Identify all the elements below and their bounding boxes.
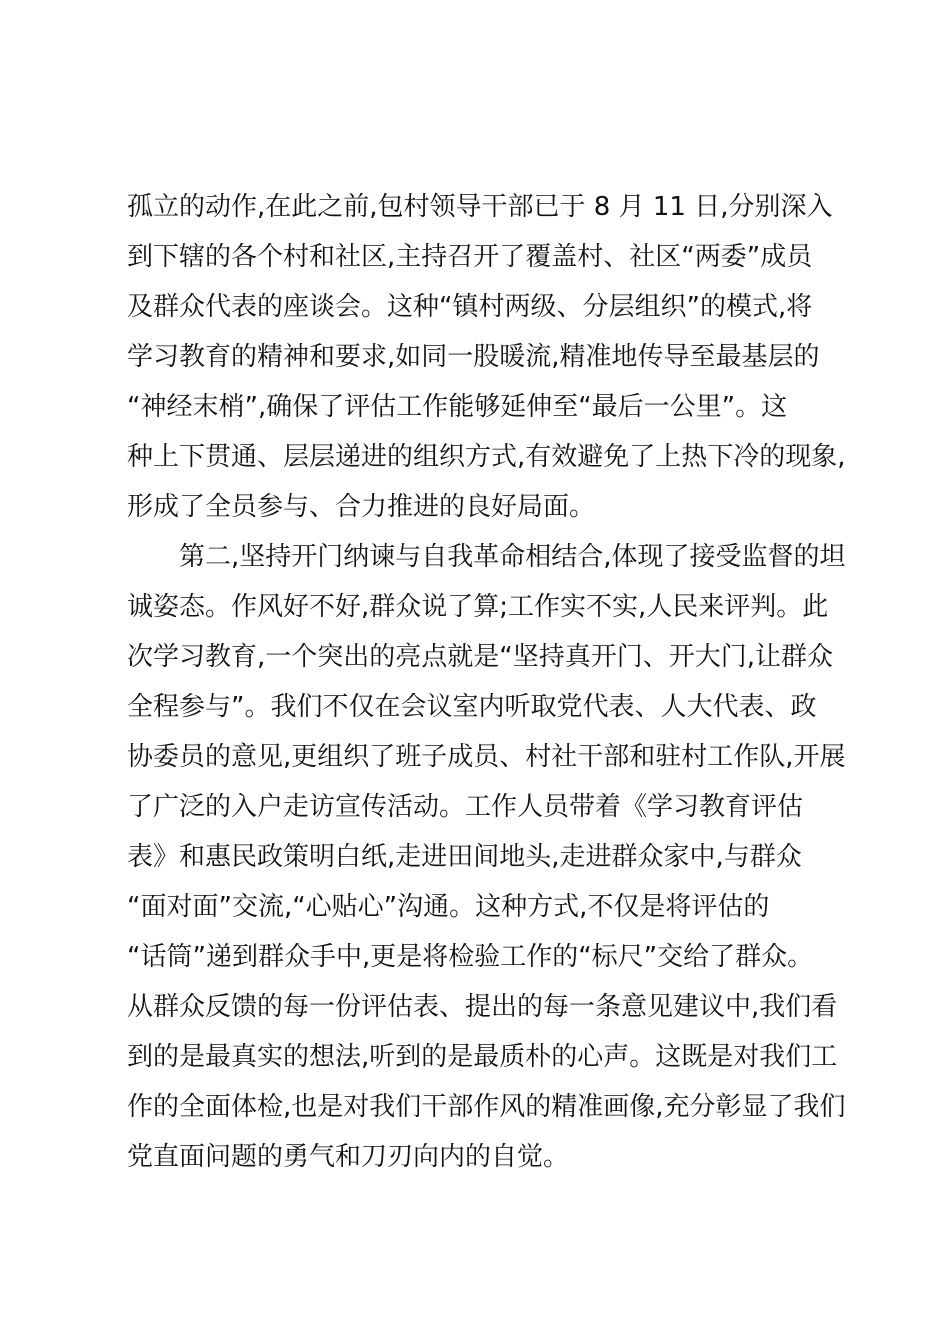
text-line: 全程参与”。我们不仅在会议室内听取党代表、人大代表、政 <box>127 692 817 722</box>
text-line: 及群众代表的座谈会。这种“镇村两级、分层组织”的模式,将 <box>127 292 813 322</box>
text-line: “话筒”递到群众手中,更是将检验工作的“标尺”交给了群众。 <box>127 942 814 972</box>
text-line: 了广泛的入户走访宣传活动。工作人员带着《学习教育评估 <box>127 792 804 822</box>
text-line: 孤立的动作,在此之前,包村领导干部已于 8 月 11 日,分别深入 <box>127 192 833 222</box>
text-line: “面对面”交流,“心贴心”沟通。这种方式,不仅是将评估的 <box>127 892 770 922</box>
text-line: 协委员的意见,更组织了班子成员、村社干部和驻村工作队,开展 <box>127 742 846 772</box>
text-line: 从群众反馈的每一份评估表、提出的每一条意见建议中,我们看 <box>127 992 838 1022</box>
text-line: 表》和惠民政策明白纸,走进田间地头,走进群众家中,与群众 <box>127 842 802 872</box>
text-line: 形成了全员参与、合力推进的良好局面。 <box>127 492 596 522</box>
text-line: 诚姿态。作风好不好,群众说了算;工作实不实,人民来评判。此 <box>127 592 829 622</box>
text-line: 党直面问题的勇气和刀刃向内的自觉。 <box>127 1142 570 1172</box>
document-body <box>127 182 847 1182</box>
text-line: 到的是最真实的想法,听到的是最质朴的心声。这既是对我们工 <box>127 1042 838 1072</box>
text-line: “神经末梢”,确保了评估工作能够延伸至“最后一公里”。这 <box>127 392 788 422</box>
text-line: 种上下贯通、层层递进的组织方式,有效避免了上热下冷的现象, <box>127 442 846 472</box>
paragraph-1 <box>127 182 847 532</box>
paragraph-2 <box>127 532 847 1182</box>
text-line: 到下辖的各个村和社区,主持召开了覆盖村、社区“两委”成员 <box>127 242 813 272</box>
text-line: 作的全面体检,也是对我们干部作风的精准画像,充分彰显了我们 <box>127 1092 846 1122</box>
text-line: 第二,坚持开门纳谏与自我革命相结合,体现了接受监督的坦 <box>179 542 846 572</box>
text-line: 学习教育的精神和要求,如同一股暖流,精准地传导至最基层的 <box>127 342 820 372</box>
text-line: 次学习教育,一个突出的亮点就是“坚持真开门、开大门,让群众 <box>127 642 833 672</box>
